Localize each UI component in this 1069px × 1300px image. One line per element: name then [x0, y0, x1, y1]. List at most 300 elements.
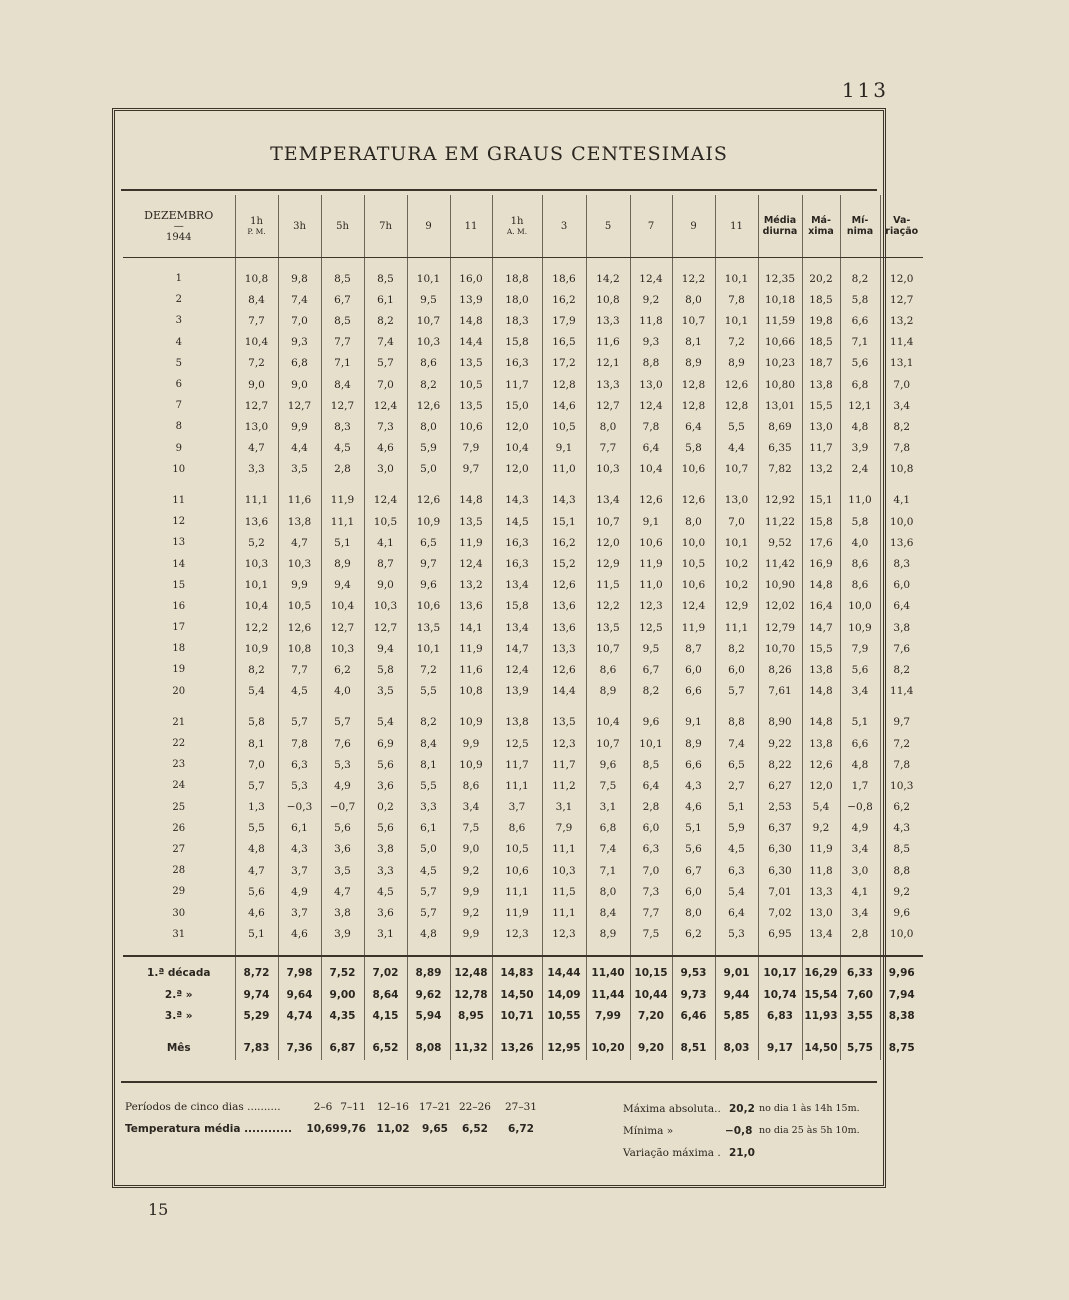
spacer-cell: [672, 258, 715, 269]
summary-value: 8,72: [235, 956, 278, 984]
value-cell: 10,66: [758, 332, 802, 353]
table-row: [123, 416, 923, 437]
value-cell: 12,4: [630, 395, 672, 416]
value-cell: 18,5: [802, 289, 840, 310]
day-cell: 18: [172, 643, 186, 655]
value-cell: 9,4: [364, 638, 407, 659]
spacer-cell: [278, 480, 321, 490]
value-cell: 8,22: [758, 754, 802, 775]
summary-value: 9,73: [672, 984, 715, 1005]
summary-label: Mês: [166, 1042, 191, 1055]
value-cell: 9,1: [630, 511, 672, 532]
summary-value: 7,02: [364, 956, 407, 984]
value-cell: 8,9: [672, 353, 715, 374]
period-mean: 9,76: [340, 1123, 366, 1135]
spacer-cell: [758, 945, 802, 956]
value-cell: 10,8: [235, 268, 278, 289]
value-cell: 8,0: [672, 289, 715, 310]
value-cell: 11,9: [802, 839, 840, 860]
summary-value: 7,99: [586, 1005, 630, 1026]
value-cell: 11,1: [235, 490, 278, 511]
day-cell: 8: [175, 421, 182, 433]
spacer-cell: [802, 702, 840, 712]
value-cell: 6,0: [880, 575, 923, 596]
value-cell: 10,9: [407, 511, 450, 532]
value-cell: 12,7: [321, 617, 364, 638]
value-cell: 8,6: [840, 553, 880, 574]
value-cell: 9,9: [278, 416, 321, 437]
value-cell: 6,0: [672, 659, 715, 680]
value-cell: 7,61: [758, 681, 802, 702]
value-cell: 9,6: [880, 902, 923, 923]
table-row: [123, 332, 923, 353]
value-cell: 4,6: [364, 438, 407, 459]
table-row: [123, 881, 923, 902]
summary-value: 13,26: [492, 1026, 542, 1060]
value-cell: 18,5: [802, 332, 840, 353]
value-cell: 3,6: [364, 775, 407, 796]
value-cell: 12,3: [492, 924, 542, 945]
value-cell: 11,1: [542, 839, 586, 860]
summary-row: [123, 1005, 923, 1026]
spacer-cell: [542, 480, 586, 490]
value-cell: 20,2: [802, 268, 840, 289]
table-title: TEMPERATURA EM GRAUS CENTESIMAIS: [270, 143, 728, 165]
spacer-cell: [364, 945, 407, 956]
spacer-cell: [235, 480, 278, 490]
value-cell: 10,7: [586, 638, 630, 659]
value-cell: 10,3: [278, 553, 321, 574]
value-cell: 12,3: [542, 924, 586, 945]
value-cell: 7,2: [715, 332, 758, 353]
day-cell: 22: [172, 738, 186, 750]
spacer-cell: [321, 258, 364, 269]
value-cell: 10,7: [672, 310, 715, 331]
value-cell: 7,8: [715, 289, 758, 310]
header-col: [542, 195, 586, 258]
table-row: [123, 438, 923, 459]
summary-value: 9,74: [235, 984, 278, 1005]
value-cell: 8,1: [407, 754, 450, 775]
table-frame: [112, 108, 919, 1188]
value-cell: 17,6: [802, 532, 840, 553]
value-cell: 3,4: [840, 839, 880, 860]
value-cell: 3,6: [321, 839, 364, 860]
value-cell: 9,6: [407, 575, 450, 596]
value-cell: 7,3: [364, 416, 407, 437]
value-cell: 4,1: [840, 881, 880, 902]
value-cell: 13,8: [802, 733, 840, 754]
day-cell: 4: [175, 336, 182, 348]
value-cell: 8,2: [407, 374, 450, 395]
value-cell: 5,4: [715, 881, 758, 902]
value-cell: 12,3: [542, 733, 586, 754]
value-cell: 8,2: [630, 681, 672, 702]
spacer-cell: [840, 945, 880, 956]
value-cell: 13,01: [758, 395, 802, 416]
value-cell: 5,8: [840, 511, 880, 532]
value-cell: 10,7: [407, 310, 450, 331]
value-cell: 11,9: [450, 638, 492, 659]
value-cell: 13,0: [802, 902, 840, 923]
spacer-cell: [840, 258, 880, 269]
value-cell: 10,5: [364, 511, 407, 532]
value-cell: 7,4: [364, 332, 407, 353]
value-cell: 6,0: [672, 881, 715, 902]
summary-value: 9,62: [407, 984, 450, 1005]
value-cell: 11,8: [630, 310, 672, 331]
value-cell: 7,1: [321, 353, 364, 374]
value-cell: 12,7: [235, 395, 278, 416]
header-col: [364, 195, 407, 258]
value-cell: 8,90: [758, 712, 802, 733]
value-cell: 4,5: [278, 681, 321, 702]
day-cell: 5: [175, 357, 182, 369]
summary-value: 9,96: [880, 956, 923, 984]
summary-value: 9,64: [278, 984, 321, 1005]
value-cell: 6,8: [840, 374, 880, 395]
value-cell: 11,1: [715, 617, 758, 638]
summary-value: 8,51: [672, 1026, 715, 1060]
value-cell: 14,8: [802, 575, 840, 596]
spacer-cell: [123, 945, 235, 956]
value-cell: 2,7: [715, 775, 758, 796]
spacer-cell: [364, 480, 407, 490]
table-row: [123, 490, 923, 511]
value-cell: 10,6: [672, 459, 715, 480]
spacer-cell: [630, 480, 672, 490]
value-cell: 8,7: [364, 553, 407, 574]
value-cell: 4,0: [840, 532, 880, 553]
value-cell: 10,1: [715, 310, 758, 331]
value-cell: 10,9: [450, 754, 492, 775]
value-cell: 8,8: [630, 353, 672, 374]
value-cell: 6,2: [321, 659, 364, 680]
value-cell: 5,6: [321, 818, 364, 839]
value-cell: 11,2: [542, 775, 586, 796]
period-range: 2–6: [313, 1101, 333, 1113]
value-cell: 6,4: [715, 902, 758, 923]
value-cell: 8,2: [880, 416, 923, 437]
spacer-cell: [802, 258, 840, 269]
value-cell: 15,1: [802, 490, 840, 511]
value-cell: 11,7: [542, 754, 586, 775]
value-cell: 9,1: [542, 438, 586, 459]
day-cell: 28: [172, 865, 186, 877]
summary-value: 5,29: [235, 1005, 278, 1026]
spacer-cell: [630, 702, 672, 712]
value-cell: 5,6: [364, 818, 407, 839]
value-cell: 19,8: [802, 310, 840, 331]
value-cell: 9,8: [278, 268, 321, 289]
value-cell: 14,6: [542, 395, 586, 416]
summary-value: 12,78: [450, 984, 492, 1005]
spacer-cell: [630, 258, 672, 269]
value-cell: 8,0: [586, 881, 630, 902]
summary-value: 9,53: [672, 956, 715, 984]
value-cell: 4,5: [715, 839, 758, 860]
summary-value: 11,32: [450, 1026, 492, 1060]
spacer-cell: [364, 258, 407, 269]
spacer-cell: [758, 480, 802, 490]
value-cell: 11,0: [630, 575, 672, 596]
header-col-top: 5: [604, 220, 612, 232]
value-cell: 6,5: [407, 532, 450, 553]
value-cell: 17,2: [542, 353, 586, 374]
value-cell: 11,5: [586, 575, 630, 596]
value-cell: 6,3: [630, 839, 672, 860]
value-cell: 15,1: [542, 511, 586, 532]
header-col: [802, 195, 840, 258]
table-row: [123, 289, 923, 310]
value-cell: 13,2: [802, 459, 840, 480]
value-cell: 8,6: [407, 353, 450, 374]
value-cell: 5,8: [235, 712, 278, 733]
spacer-cell: [880, 702, 923, 712]
value-cell: 9,2: [880, 881, 923, 902]
spacer-row: [123, 945, 923, 956]
header-col-top: Mí-: [851, 215, 869, 226]
summary-value: 16,29: [802, 956, 840, 984]
value-cell: 6,4: [630, 438, 672, 459]
value-cell: 10,7: [586, 733, 630, 754]
value-cell: 10,6: [630, 532, 672, 553]
value-cell: 10,9: [840, 617, 880, 638]
min-abs-value: −0,8: [725, 1125, 753, 1137]
value-cell: 12,0: [492, 416, 542, 437]
header-col-sub: xima: [808, 226, 834, 237]
header-col-top: 9: [425, 220, 432, 232]
value-cell: 12,6: [407, 395, 450, 416]
value-cell: 3,0: [840, 860, 880, 881]
value-cell: 3,4: [880, 395, 923, 416]
value-cell: 8,3: [880, 553, 923, 574]
value-cell: 16,5: [542, 332, 586, 353]
value-cell: 7,8: [630, 416, 672, 437]
value-cell: 10,3: [542, 860, 586, 881]
value-cell: 15,2: [542, 553, 586, 574]
table-row: [123, 924, 923, 945]
spacer-cell: [278, 258, 321, 269]
value-cell: 13,0: [630, 374, 672, 395]
table-row: [123, 532, 923, 553]
value-cell: 3,3: [407, 797, 450, 818]
value-cell: 13,6: [542, 596, 586, 617]
value-cell: 12,7: [321, 395, 364, 416]
day-cell: 20: [172, 685, 186, 697]
summary-value: 6,33: [840, 956, 880, 984]
table-row: [123, 374, 923, 395]
summary-row: [123, 984, 923, 1005]
value-cell: 12,9: [715, 596, 758, 617]
spacer-cell: [715, 480, 758, 490]
value-cell: 3,7: [492, 797, 542, 818]
value-cell: 14,3: [542, 490, 586, 511]
summary-value: 10,44: [630, 984, 672, 1005]
value-cell: 7,7: [321, 332, 364, 353]
value-cell: 5,4: [802, 797, 840, 818]
value-cell: 12,7: [586, 395, 630, 416]
value-cell: 6,37: [758, 818, 802, 839]
value-cell: 14,2: [586, 268, 630, 289]
value-cell: 6,35: [758, 438, 802, 459]
value-cell: 4,3: [672, 775, 715, 796]
value-cell: 6,6: [840, 310, 880, 331]
value-cell: 9,6: [630, 712, 672, 733]
header-col: [586, 195, 630, 258]
value-cell: 10,5: [542, 416, 586, 437]
value-cell: 12,0: [802, 775, 840, 796]
spacer-cell: [235, 945, 278, 956]
header-col-sub: diurna: [762, 226, 798, 237]
value-cell: 11,1: [321, 511, 364, 532]
value-cell: 13,0: [235, 416, 278, 437]
value-cell: 4,9: [321, 775, 364, 796]
value-cell: 6,2: [672, 924, 715, 945]
period-mean: 9,65: [422, 1123, 448, 1135]
summary-value: 5,75: [840, 1026, 880, 1060]
spacer-cell: [321, 945, 364, 956]
summary-value: 7,60: [840, 984, 880, 1005]
day-cell: 27: [172, 843, 186, 855]
spacer-cell: [450, 480, 492, 490]
value-cell: 10,23: [758, 353, 802, 374]
summary-value: 11,93: [802, 1005, 840, 1026]
value-cell: 8,0: [407, 416, 450, 437]
value-cell: 6,30: [758, 860, 802, 881]
value-cell: 10,3: [364, 596, 407, 617]
value-cell: 5,3: [321, 754, 364, 775]
table-row: [123, 395, 923, 416]
value-cell: 5,6: [840, 659, 880, 680]
value-cell: 10,1: [235, 575, 278, 596]
period-range: 7–11: [340, 1101, 366, 1113]
value-cell: 10,6: [450, 416, 492, 437]
spacer-cell: [492, 702, 542, 712]
value-cell: 11,6: [450, 659, 492, 680]
value-cell: 5,6: [840, 353, 880, 374]
value-cell: 11,5: [542, 881, 586, 902]
value-cell: 4,5: [321, 438, 364, 459]
value-cell: 9,9: [450, 733, 492, 754]
value-cell: 11,9: [672, 617, 715, 638]
value-cell: 13,3: [802, 881, 840, 902]
value-cell: 4,1: [364, 532, 407, 553]
day-cell: 3: [175, 315, 182, 327]
value-cell: 13,6: [235, 511, 278, 532]
summary-value: 9,20: [630, 1026, 672, 1060]
summary-value: 8,95: [450, 1005, 492, 1026]
value-cell: 6,7: [321, 289, 364, 310]
header-col: [840, 195, 880, 258]
value-cell: 7,9: [450, 438, 492, 459]
value-cell: 9,1: [672, 712, 715, 733]
value-cell: 8,26: [758, 659, 802, 680]
value-cell: 9,5: [630, 638, 672, 659]
day-cell: 23: [172, 759, 186, 771]
value-cell: 13,8: [802, 659, 840, 680]
header-month: DEZEMBRO: [144, 209, 214, 222]
header-col-top: 7h: [379, 220, 392, 232]
value-cell: 4,5: [364, 881, 407, 902]
value-cell: 10,1: [715, 532, 758, 553]
value-cell: 13,3: [542, 638, 586, 659]
value-cell: 6,6: [672, 681, 715, 702]
day-cell: 19: [172, 664, 186, 676]
value-cell: 8,0: [672, 511, 715, 532]
value-cell: 10,3: [321, 638, 364, 659]
header-col: [758, 195, 802, 258]
value-cell: 12,8: [672, 374, 715, 395]
summary-value: 7,20: [630, 1005, 672, 1026]
value-cell: 16,3: [492, 353, 542, 374]
value-cell: 12,7: [364, 617, 407, 638]
value-cell: 4,6: [235, 902, 278, 923]
spacer-cell: [407, 480, 450, 490]
header-col-top: 1h: [510, 216, 524, 227]
table-row: [123, 596, 923, 617]
day-cell: 30: [172, 907, 186, 919]
summary-value: 6,83: [758, 1005, 802, 1026]
value-cell: 6,95: [758, 924, 802, 945]
value-cell: 6,0: [715, 659, 758, 680]
spacer-cell: [235, 258, 278, 269]
summary-value: 4,35: [321, 1005, 364, 1026]
value-cell: 12,02: [758, 596, 802, 617]
spacer-cell: [450, 945, 492, 956]
value-cell: 8,8: [880, 860, 923, 881]
value-cell: 3,9: [321, 924, 364, 945]
value-cell: 9,7: [407, 553, 450, 574]
value-cell: 6,8: [586, 818, 630, 839]
value-cell: 10,70: [758, 638, 802, 659]
value-cell: 11,6: [278, 490, 321, 511]
table-row: [123, 797, 923, 818]
header-col: [492, 195, 542, 258]
value-cell: 11,1: [492, 881, 542, 902]
value-cell: 1,3: [235, 797, 278, 818]
day-cell: 9: [175, 442, 182, 454]
value-cell: 8,9: [586, 681, 630, 702]
summary-value: 8,03: [715, 1026, 758, 1060]
value-cell: 12,6: [802, 754, 840, 775]
day-cell: 24: [172, 780, 186, 792]
summary-value: 11,44: [586, 984, 630, 1005]
table-row: [123, 310, 923, 331]
value-cell: 13,8: [492, 712, 542, 733]
value-cell: 4,6: [672, 797, 715, 818]
value-cell: 7,4: [278, 289, 321, 310]
value-cell: 11,9: [492, 902, 542, 923]
value-cell: 12,0: [492, 459, 542, 480]
value-cell: 7,0: [715, 511, 758, 532]
header-col-top: 1h: [250, 216, 263, 227]
value-cell: 10,0: [672, 532, 715, 553]
spacer-cell: [278, 702, 321, 712]
value-cell: 5,4: [364, 712, 407, 733]
value-cell: 5,5: [407, 775, 450, 796]
value-cell: 7,9: [840, 638, 880, 659]
header-col-top: 11: [730, 220, 743, 232]
page-number: 113: [841, 78, 889, 102]
summary-value: 14,44: [542, 956, 586, 984]
spacer-cell: [672, 480, 715, 490]
summary-label: 3.ª »: [164, 1009, 193, 1022]
value-cell: 3,5: [278, 459, 321, 480]
value-cell: 4,8: [840, 416, 880, 437]
value-cell: 6,8: [278, 353, 321, 374]
value-cell: 11,6: [586, 332, 630, 353]
